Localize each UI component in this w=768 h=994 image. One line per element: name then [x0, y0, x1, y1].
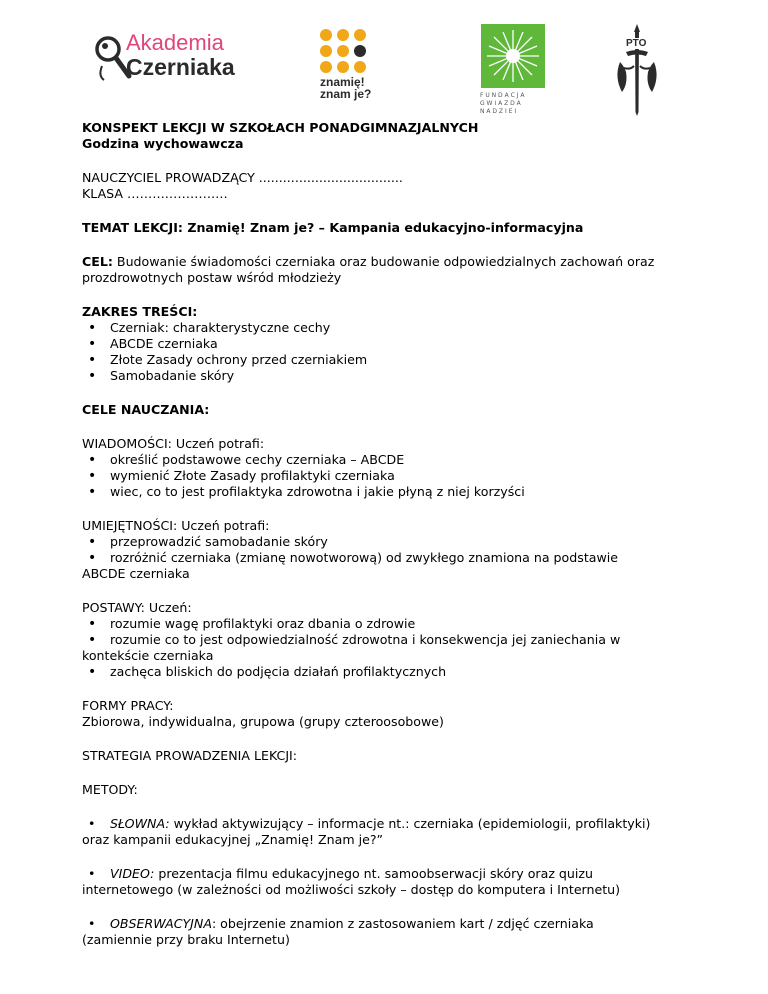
dots-icon [318, 28, 370, 74]
star-burst-icon [481, 24, 545, 88]
attitudes-heading: POSTAWY: Uczeń: [82, 600, 192, 615]
forms-text: Zbiorowa, indywidualna, grupowa (grupy czteroosobowe) [82, 714, 444, 729]
method-observation-label: OBSERWACYJNA [110, 916, 212, 931]
strategy-heading: STRATEGIA PROWADZENIA LEKCJI: [82, 748, 297, 763]
class-line: KLASA …………………… [82, 186, 228, 201]
document-title: KONSPEKT LEKCJI W SZKOŁACH PONADGIMNAZJALNYCH [82, 120, 479, 135]
list-item: • rozróżnić czerniaka (zmianę nowotworową) od zwykłego znamiona na podstawie [82, 550, 692, 566]
goal-label: CEL: [82, 254, 113, 269]
scope-list [82, 320, 692, 384]
skills-list [82, 534, 692, 566]
znam-je-text: znam je? [320, 87, 372, 101]
list-item: • przeprowadzić samobadanie skóry [82, 534, 692, 550]
goal-text: Budowanie świadomości czerniaka oraz budowanie odpowiedzialnych zachowań oraz prozdrowotnych postaw wśród młodzieży [82, 254, 655, 285]
methods-heading: METODY: [82, 782, 138, 797]
nadziei-line: N A D Z I E I [480, 108, 517, 115]
list-item: • wymienić Złote Zasady profilaktyki czerniaka [82, 468, 692, 484]
knowledge-heading: WIADOMOŚCI: Uczeń potrafi: [82, 436, 265, 451]
list-item: • rozumie co to jest odpowiedzialność zdrowotna i konsekwencja jej zaniechania w [82, 632, 692, 648]
objectives-heading: CELE NAUCZANIA: [82, 402, 210, 417]
skills-item-continuation: ABCDE czerniaka [82, 566, 190, 581]
fundacja-line: F U N D A C J A [480, 92, 525, 99]
method-verbal-label: SŁOWNA: [110, 816, 170, 831]
list-item: • wiec, co to jest profilaktyka zdrowotna i jakie płyną z niej korzyści [82, 484, 692, 500]
list-item: • Samobadanie skóry [82, 368, 692, 384]
list-item: • Złote Zasady ochrony przed czerniakiem [82, 352, 692, 368]
list-item: • ABCDE czerniaka [82, 336, 692, 352]
pto-text: PTO [626, 38, 647, 49]
list-item: • określić podstawowe cechy czerniaka – ABCDE [82, 452, 692, 468]
method-observation: • OBSERWACYJNA: obejrzenie znamion z zastosowaniem kart / zdjęć czerniaka [88, 916, 594, 931]
gwiazda-line: G W I A Z D A [480, 100, 521, 107]
skills-heading: UMIEJĘTNOŚCI: Uczeń potrafi: [82, 518, 270, 533]
list-item: • Czerniak: charakterystyczne cechy [82, 320, 692, 336]
fundacja-gwiazda-nadziei-logo [478, 24, 548, 114]
method-video-label: VIDEO: [110, 866, 155, 881]
akademia-word: Akademia [126, 30, 224, 55]
lesson-goal [82, 254, 692, 286]
method-observation-text: : obejrzenie znamion z zastosowaniem kart / zdjęć czerniaka [211, 916, 594, 931]
sword-emblem-icon [612, 22, 662, 117]
attitudes-list-end [82, 664, 692, 680]
znamie-znam-je-logo [318, 28, 378, 106]
method-verbal-text: wykład aktywizujący – informacje nt.: czerniaka (epidemiologii, profilaktyki) [169, 816, 651, 831]
document-subtitle: Godzina wychowawcza [82, 136, 244, 151]
attitudes-list [82, 616, 692, 648]
list-item: • rozumie wagę profilaktyki oraz dbania o zdrowie [82, 616, 692, 632]
method-video-text: prezentacja filmu edukacyjnego nt. samoobserwacji skóry oraz quizu [154, 866, 593, 881]
method-video-continuation: internetowego (w zależności od możliwości szkoły – dostęp do komputera i Internetu) [82, 882, 621, 897]
list-item: • zachęca bliskich do podjęcia działań profilaktycznych [82, 664, 692, 680]
knowledge-list [82, 452, 692, 500]
forms-heading: FORMY PRACY: [82, 698, 174, 713]
method-observation-continuation: (zamiennie przy braku Internetu) [82, 932, 290, 947]
attitudes-item-continuation: kontekście czerniaka [82, 648, 214, 663]
method-verbal-continuation: oraz kampanii edukacyjnej „Znamię! Znam je?” [82, 832, 384, 847]
teacher-line: NAUCZYCIEL PROWADZĄCY .................................... [82, 170, 403, 185]
method-video: • VIDEO: prezentacja filmu edukacyjnego nt. samoobserwacji skóry oraz quizu [88, 866, 593, 881]
znamie-text: znamię! [320, 75, 365, 89]
scope-heading: ZAKRES TREŚCI: [82, 304, 198, 319]
lesson-topic: TEMAT LEKCJI: Znamię! Znam je? – Kampania edukacyjno-informacyjna [82, 220, 584, 235]
method-verbal: • SŁOWNA: wykład aktywizujący – informacje nt.: czerniaka (epidemiologii, profilaktyki) [88, 816, 651, 831]
akademia-czerniaka-logo [92, 32, 267, 92]
lesson-plan [82, 120, 692, 948]
czerniaka-word: Czerniaka [126, 54, 235, 80]
logo-bar [0, 18, 768, 118]
pto-logo [612, 22, 662, 117]
